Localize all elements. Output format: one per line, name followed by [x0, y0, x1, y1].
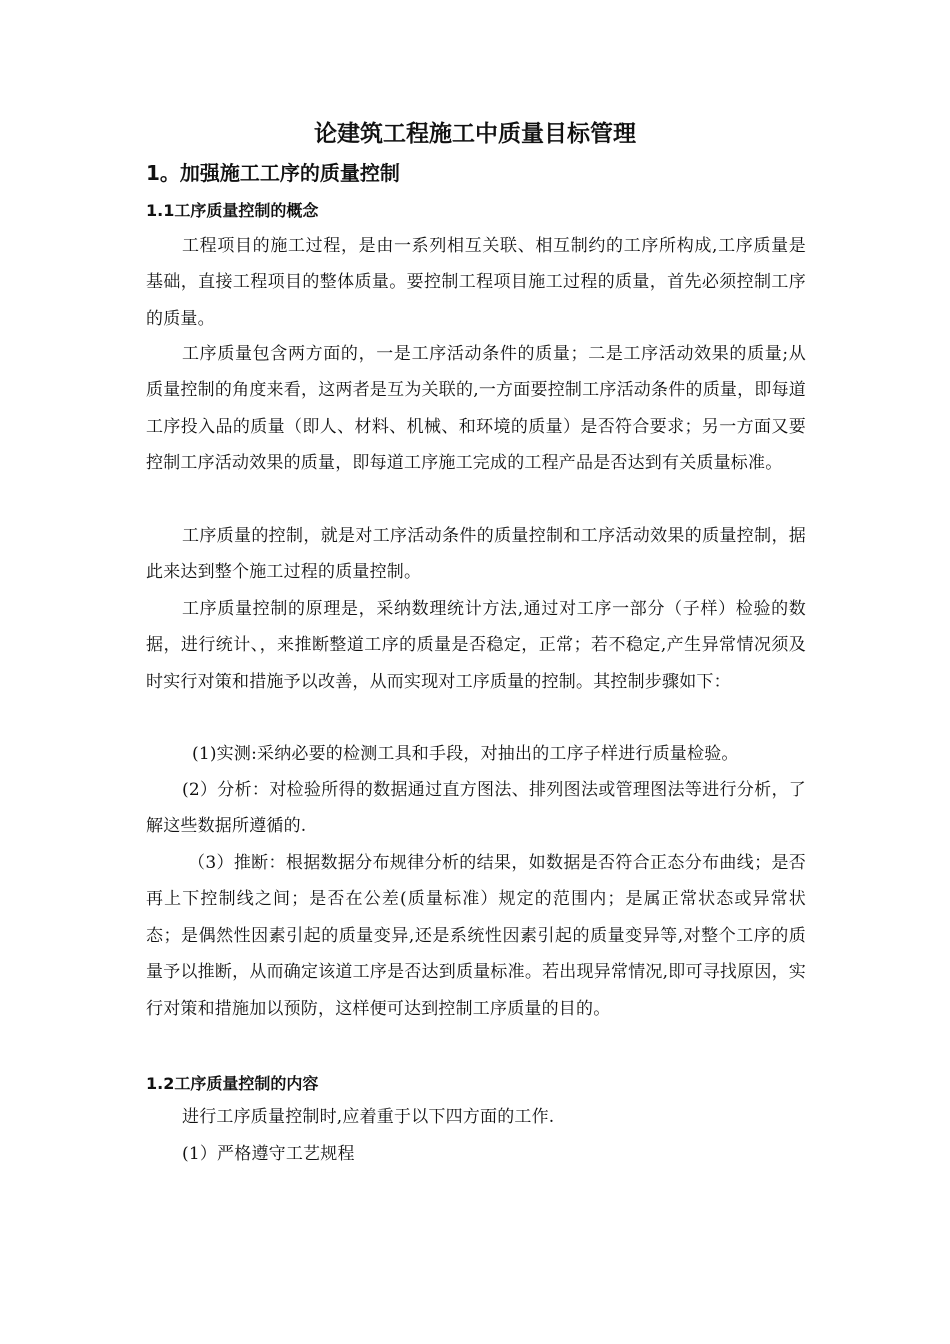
step-measure: (1)实测:采纳必要的检测工具和手段，对抽出的工序子样进行质量检验。 — [192, 744, 739, 764]
step-infer: （3）推断：根据数据分布规律分析的结果，如数据是否符合正态分布曲线；是否再上下控制线之间；是否在公差(质量标准）规定的范围内；是属正常状态或异常状态；是偶然性因素引起的质量变异,还是系统性因素引起的质量变异等,对整个工序的质量予以推断，从而确定该道工序是否达到质量标准。若出现异常情况,即可寻找原因，实行对策和措施加以预防，这样便可达到控制工序质量的目的。 — [146, 853, 806, 1019]
paragraph-concept-4: 工序质量控制的原理是，采纳数理统计方法,通过对工序一部分（子样）检验的数据，进行统计、，来推断整道工序的质量是否稳定，正常；若不稳定,产生异常情况须及时实行对策和措施予以改善，从而实现对工序质量的控制。其控制步骤如下： — [146, 599, 806, 692]
step-analyze: (2）分析：对检验所得的数据通过直方图法、排列图法或管理图法等进行分析，了解这些数据所遵循的. — [146, 780, 806, 837]
paragraph-concept-3: 工序质量的控制，就是对工序活动条件的质量控制和工序活动效果的质量控制，据此来达到整个施工过程的质量控制。 — [146, 526, 806, 583]
paragraph-concept-2: 工序质量包含两方面的，一是工序活动条件的质量；二是工序活动效果的质量;从质量控制的角度来看，这两者是互为关联的,一方面要控制工序活动条件的质量，即每道工序投入品的质量（即人、材料、机械、和环境的质量）是否符合要求；另一方面又要控制工序活动效果的质量，即每道工序施工完成的工程产品是否达到有关质量标准。 — [146, 344, 806, 474]
section-1-2-heading: 1.2工序质量控制的内容 — [146, 1074, 319, 1093]
paragraph-concept-1: 工程项目的施工过程，是由一系列相互关联、相互制约的工序所构成,工序质量是基础，直接工程项目的整体质量。要控制工程项目施工过程的质量，首先必须控制工序的质量。 — [146, 236, 806, 329]
paragraph-content-intro: 进行工序质量控制时,应着重于以下四方面的工作. — [182, 1107, 555, 1127]
section-1-1-heading: 1.1工序质量控制的概念 — [146, 201, 319, 220]
document-title: 论建筑工程施工中质量目标管理 — [314, 121, 636, 147]
list-item-1: (1）严格遵守工艺规程 — [182, 1144, 355, 1164]
section-1-heading: 1。加强施工工序的质量控制 — [146, 161, 400, 185]
